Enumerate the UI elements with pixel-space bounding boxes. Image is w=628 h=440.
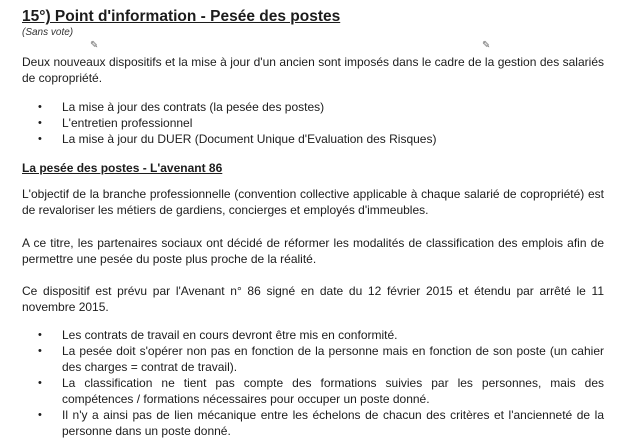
list-item-text: L'entretien professionnel [62, 116, 193, 130]
bullet-icon: • [38, 133, 42, 145]
list-item-text: La classification ne tient pas compte des formations suivies par les personnes, mais des compétences / formations nécessaires pour occuper un poste donné. [62, 376, 604, 406]
list-item-text: La pesée doit s'opérer non pas en fonction de la personne mais en fonction de son poste (un cahier des charges = contrat de travail). [62, 344, 604, 374]
bullet-icon: • [38, 409, 42, 421]
list-item-text: Il n'y a ainsi pas de lien mécanique entre les échelons de chacun des critères et l'ancienneté de la personne dans un poste donné. [62, 408, 604, 438]
list-item [38, 115, 604, 131]
bullet-icon: • [38, 329, 42, 341]
scan-mark-left: ✎ [90, 40, 99, 51]
list-item [38, 327, 604, 343]
subsection-heading: La pesée des postes - L'avenant 86 [22, 161, 223, 175]
list-item [38, 343, 604, 375]
consequences-list [38, 327, 604, 439]
list-item [38, 99, 604, 115]
avenant-paragraph: Ce dispositif est prévu par l'Avenant n° 86 signé en date du 12 février 2015 et étendu par arrêté le 11 novembre 2015. [22, 284, 604, 314]
list-item-text: La mise à jour du DUER (Document Unique d'Evaluation des Risques) [62, 132, 437, 146]
list-item [38, 375, 604, 407]
scan-mark-right: ✎ [482, 40, 491, 51]
bullet-icon: • [38, 345, 42, 357]
list-item [38, 131, 604, 147]
bullet-icon: • [38, 377, 42, 389]
bullet-icon: • [38, 117, 42, 129]
list-item-text: Les contrats de travail en cours devront être mis en conformité. [62, 328, 398, 342]
bullet-icon: • [38, 101, 42, 113]
section-subtitle: (Sans vote) [22, 27, 74, 38]
section-title: 15°) Point d'information - Pesée des postes [22, 8, 341, 25]
list-item [38, 407, 604, 439]
intro-paragraph: Deux nouveaux dispositifs et la mise à jour d'un ancien sont imposés dans le cadre de la gestion des salariés de copropriété. [22, 55, 604, 85]
objective-paragraph: L'objectif de la branche professionnelle (convention collective applicable à chaque salarié de copropriété) est de revaloriser les métiers de gardiens, concierges et employés d'immeubles. [22, 187, 604, 217]
dispositifs-list [38, 99, 604, 147]
list-item-text: La mise à jour des contrats (la pesée des postes) [62, 100, 325, 114]
reform-paragraph: A ce titre, les partenaires sociaux ont décidé de réformer les modalités de classification des emplois afin de permettre une pesée du poste plus proche de la réalité. [22, 236, 604, 266]
